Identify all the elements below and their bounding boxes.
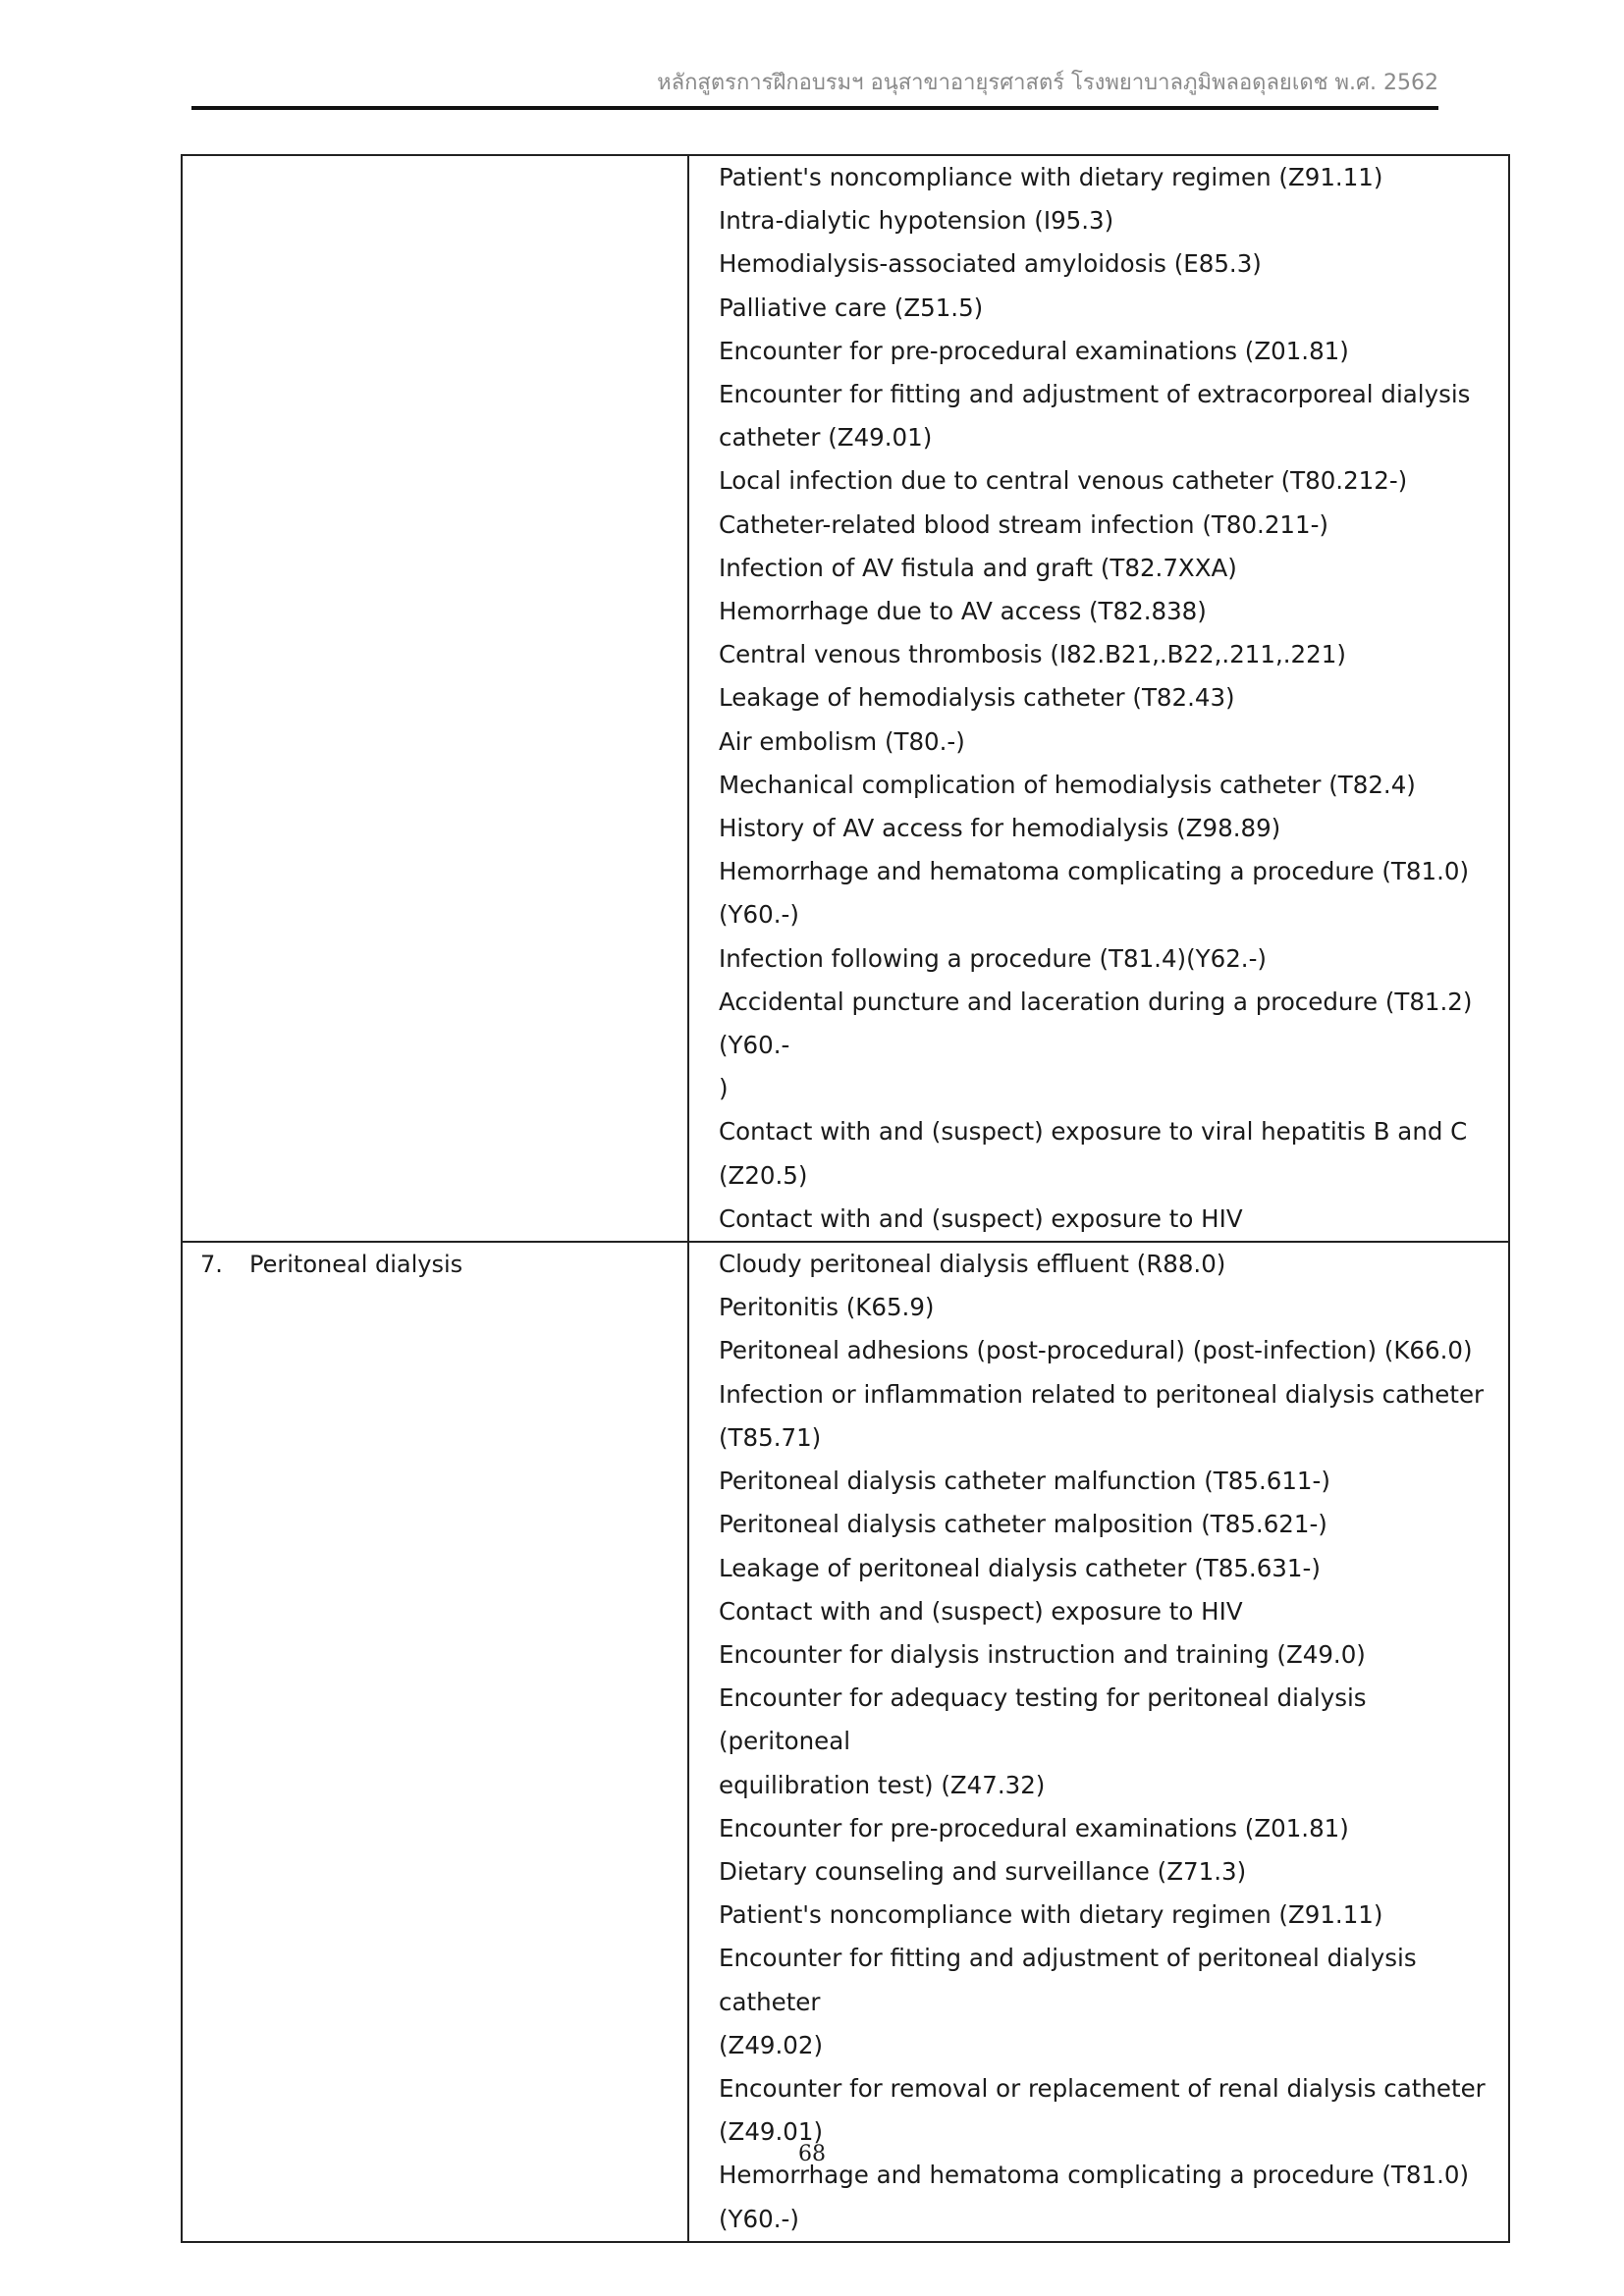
code-line: Leakage of hemodialysis catheter (T82.43) [719,683,1235,713]
code-line: Encounter for removal or replacement of renal dialysis catheter [719,2073,1486,2103]
code-line: (Z49.01) [719,2117,824,2147]
code-line: Contact with and (suspect) exposure to HIV [719,1203,1243,1233]
header-rule [191,106,1438,110]
code-line: (T85.71) [719,1422,822,1452]
topic-label: Peritoneal dialysis [249,1251,463,1279]
code-line: (Z49.02) [719,2030,824,2059]
topic-heading [183,1243,687,1286]
table-row [182,155,1509,1242]
code-line: Mechanical complication of hemodialysis catheter (T82.4) [719,770,1416,799]
topic-number: 7. [200,1251,223,1279]
code-line: Encounter for fitting and adjustment of extracorporeal dialysis [719,380,1471,409]
code-line: Hemorrhage due to AV access (T82.838) [719,597,1207,626]
topic-cell [182,1242,688,2242]
code-line: ) [719,1074,729,1103]
code-line: Intra-dialytic hypotension (I95.3) [719,206,1114,236]
table-row [182,1242,1509,2242]
table-body [182,155,1509,2242]
code-line: Hemorrhage and hematoma complicating a procedure (T81.0) [719,857,1469,886]
codes-cell [688,155,1509,1242]
code-line: Peritoneal adhesions (post-procedural) (post-infection) (K66.0) [719,1336,1473,1365]
page-header: หลักสูตรการฝึกอบรมฯ อนุสาขาอายุรศาสตร์ โรงพยาบาลภูมิพลอดุลยเดช พ.ศ. 2562 [657,71,1438,95]
code-line: Hemodialysis-associated amyloidosis (E85.3) [719,249,1262,279]
code-line: Contact with and (suspect) exposure to viral hepatitis B and C [719,1117,1468,1147]
code-line: Encounter for adequacy testing for peritoneal dialysis (peritoneal [719,1683,1367,1756]
code-line: Encounter for pre-procedural examinations (Z01.81) [719,1813,1349,1842]
code-line: Cloudy peritoneal dialysis effluent (R88.0) [719,1250,1226,1279]
code-line: (Y60.-) [719,900,799,930]
code-line: History of AV access for hemodialysis (Z98.89) [719,814,1281,843]
code-table [181,154,1510,2243]
code-line: Accidental puncture and laceration during a procedure (T81.2)(Y60.- [719,987,1473,1060]
code-line: Contact with and (suspect) exposure to HIV [719,1596,1243,1626]
code-line: Leakage of peritoneal dialysis catheter (T85.631-) [719,1553,1321,1582]
code-line: Catheter-related blood stream infection (T80.211-) [719,509,1328,539]
code-line: catheter (Z49.01) [719,423,933,453]
code-line: Encounter for fitting and adjustment of peritoneal dialysis catheter [719,1944,1417,2016]
code-line: Local infection due to central venous catheter (T80.212-) [719,466,1408,496]
code-line: Encounter for pre-procedural examinations (Z01.81) [719,336,1349,365]
topic-cell [182,155,688,1242]
code-line: Infection or inflammation related to peritoneal dialysis catheter [719,1379,1485,1409]
code-line: Peritoneal dialysis catheter malposition (T85.621-) [719,1510,1327,1539]
code-line: Peritonitis (K65.9) [719,1293,935,1322]
code-line: (Y60.-) [719,2204,799,2233]
code-list [689,1243,1508,2241]
code-line: Hemorrhage and hematoma complicating a procedure (T81.0) [719,2161,1469,2190]
code-line: Patient's noncompliance with dietary regimen (Z91.11) [719,1900,1383,1930]
code-line: (Z20.5) [719,1160,808,1190]
code-line: Infection following a procedure (T81.4)(Y62.-) [719,943,1267,973]
code-line: Central venous thrombosis (I82.B21,.B22,.211,.221) [719,640,1346,669]
code-line: Peritoneal dialysis catheter malfunction (T85.611-) [719,1467,1330,1496]
code-line: Dietary counseling and surveillance (Z71.3) [719,1856,1247,1886]
code-line: Air embolism (T80.-) [719,726,965,756]
code-line: equilibration test) (Z47.32) [719,1770,1046,1799]
page-number: 68 [798,2142,826,2166]
code-line: Patient's noncompliance with dietary regimen (Z91.11) [719,163,1383,191]
code-line: Palliative care (Z51.5) [719,293,984,322]
code-line: Infection of AV fistula and graft (T82.7XXA) [719,553,1237,582]
code-line: Encounter for dialysis instruction and training (Z49.0) [719,1639,1366,1669]
codes-cell [688,1242,1509,2242]
code-list [689,156,1508,1241]
